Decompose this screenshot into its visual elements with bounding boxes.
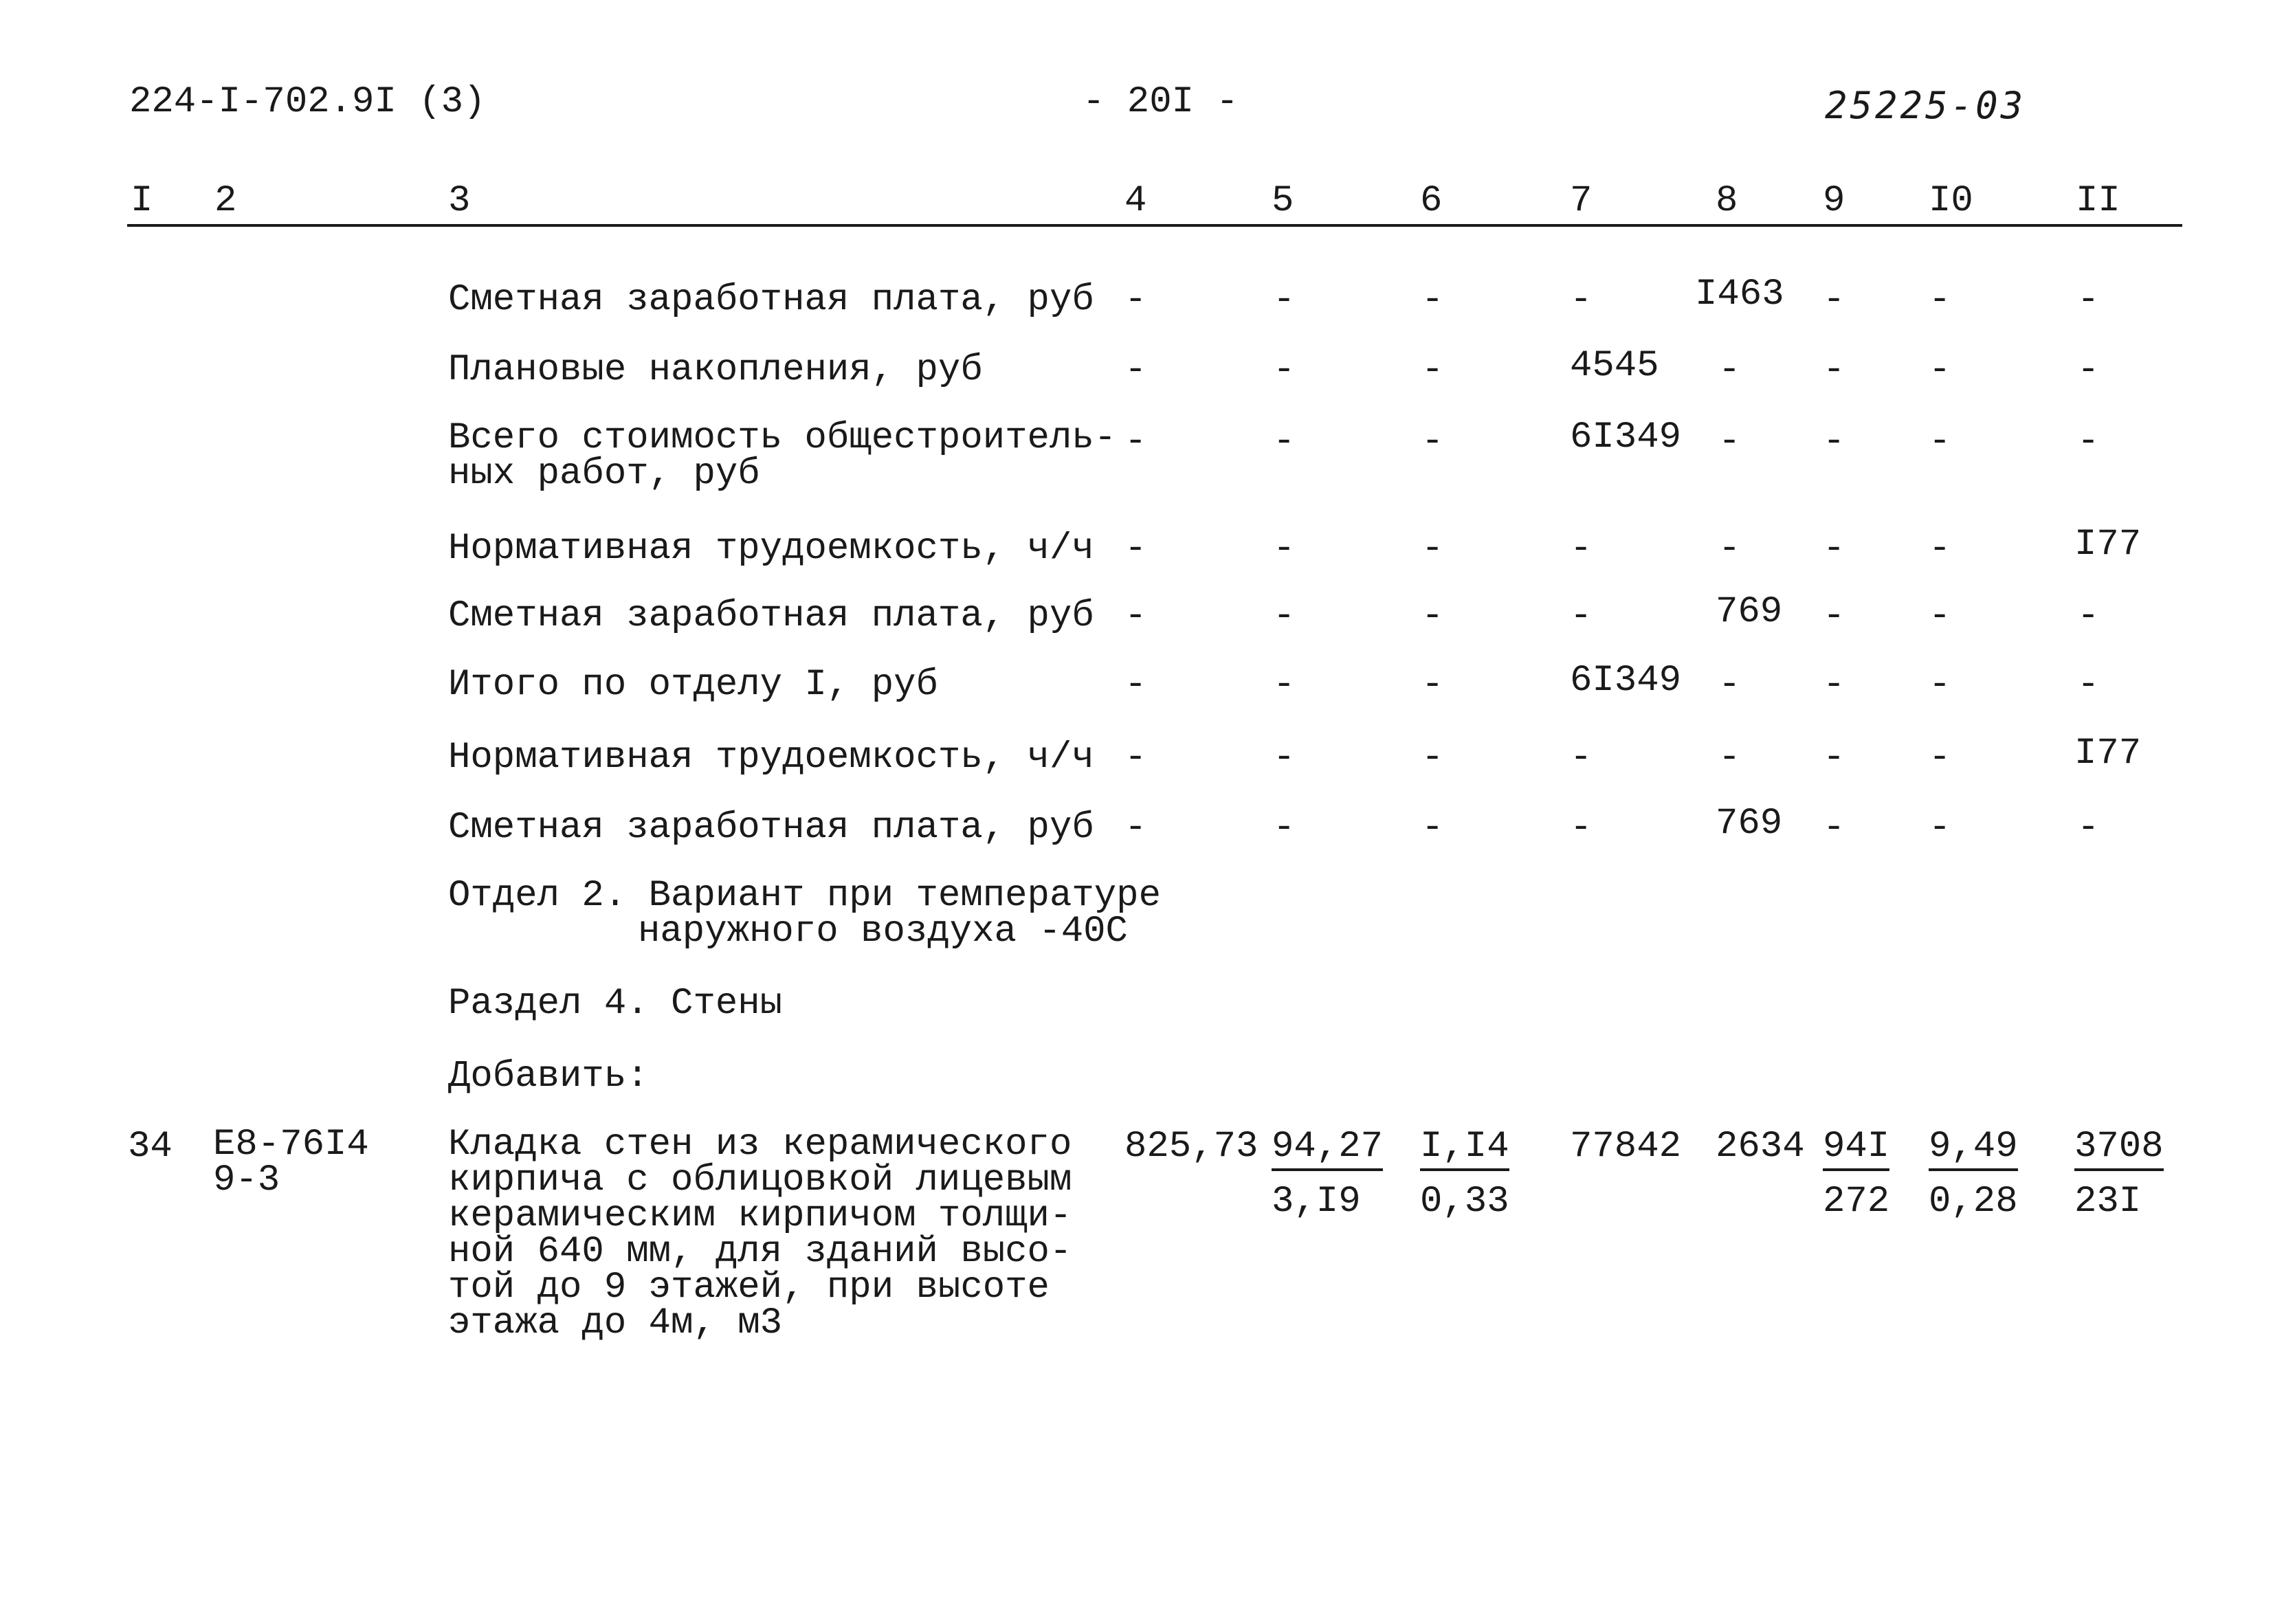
item-col6-bottom: 0,33 bbox=[1420, 1181, 1509, 1223]
row-col5: - bbox=[1273, 737, 1296, 779]
row-col4: - bbox=[1124, 737, 1147, 779]
row-col10: - bbox=[1929, 737, 1951, 779]
header-rule bbox=[127, 224, 2182, 227]
row-col10: - bbox=[1929, 528, 1951, 570]
row-col7: - bbox=[1570, 279, 1593, 321]
row-col6: - bbox=[1421, 528, 1444, 570]
column-number: 8 bbox=[1716, 180, 1738, 222]
item-description bbox=[448, 1124, 1072, 1344]
row-col5: - bbox=[1273, 664, 1296, 706]
row-col9: - bbox=[1823, 807, 1845, 849]
item-col9-top: 94I bbox=[1823, 1128, 1889, 1171]
row-col4: - bbox=[1124, 279, 1147, 321]
row-col11: - bbox=[2077, 349, 2100, 391]
item-number: 34 bbox=[128, 1126, 173, 1168]
row-col8: - bbox=[1718, 349, 1741, 391]
archive-number: 25225-03 bbox=[1825, 84, 2026, 127]
row-col10: - bbox=[1929, 807, 1951, 849]
item-code-line: Е8-76I4 bbox=[213, 1124, 369, 1166]
description-line: этажа до 4м, м3 bbox=[448, 1302, 783, 1344]
row-col11: - bbox=[2077, 279, 2100, 321]
row-col6: - bbox=[1421, 421, 1444, 463]
row-col4: - bbox=[1124, 595, 1147, 637]
row-col4: - bbox=[1124, 349, 1147, 391]
row-description: Итого по отделу I, руб bbox=[448, 664, 938, 706]
row-col9: - bbox=[1823, 349, 1845, 391]
row-col11: - bbox=[2077, 664, 2100, 706]
row-col10: - bbox=[1929, 421, 1951, 463]
item-col7: 77842 bbox=[1570, 1126, 1682, 1168]
row-description bbox=[448, 417, 1117, 495]
description-line: Всего стоимость общестроитель- bbox=[448, 417, 1117, 459]
column-number: 3 bbox=[448, 180, 471, 222]
row-col11: - bbox=[2077, 421, 2100, 463]
row-col6: - bbox=[1421, 664, 1444, 706]
item-col11-bottom: 23I bbox=[2074, 1181, 2142, 1223]
description-line: той до 9 этажей, при высоте bbox=[448, 1267, 1050, 1309]
item-col6-top: I,I4 bbox=[1420, 1128, 1509, 1171]
item-code bbox=[213, 1124, 369, 1201]
row-description: Сметная заработная плата, руб bbox=[448, 595, 1094, 637]
row-col4: - bbox=[1124, 421, 1147, 463]
item-col4: 825,73 bbox=[1124, 1126, 1259, 1168]
row-col7: - bbox=[1570, 737, 1593, 779]
row-col5: - bbox=[1273, 807, 1296, 849]
row-col7: - bbox=[1570, 528, 1593, 570]
item-col8: 2634 bbox=[1716, 1126, 1805, 1168]
item-col9-bottom: 272 bbox=[1823, 1181, 1890, 1223]
row-col9: - bbox=[1823, 737, 1845, 779]
row-col6: - bbox=[1421, 279, 1444, 321]
item-col10-bottom: 0,28 bbox=[1929, 1181, 2018, 1223]
row-col6: - bbox=[1421, 807, 1444, 849]
row-col8: I463 bbox=[1695, 274, 1784, 315]
row-col9: - bbox=[1823, 664, 1845, 706]
item-col11-top: 3708 bbox=[2074, 1128, 2164, 1171]
subsection-heading: Раздел 4. Стены bbox=[448, 983, 783, 1025]
row-description: Сметная заработная плата, руб bbox=[448, 807, 1094, 849]
row-col10: - bbox=[1929, 664, 1951, 706]
row-col6: - bbox=[1421, 595, 1444, 637]
document-code: 224-I-702.9I (3) bbox=[129, 81, 486, 123]
column-number: 5 bbox=[1272, 180, 1294, 222]
section-heading bbox=[448, 875, 1161, 953]
row-col10: - bbox=[1929, 595, 1951, 637]
row-col9: - bbox=[1823, 279, 1845, 321]
item-col5-top: 94,27 bbox=[1272, 1128, 1383, 1171]
row-col10: - bbox=[1929, 279, 1951, 321]
row-col9: - bbox=[1823, 528, 1845, 570]
row-col8: - bbox=[1718, 737, 1741, 779]
item-col5-bottom: 3,I9 bbox=[1272, 1181, 1361, 1223]
row-col7: 6I349 bbox=[1570, 660, 1682, 702]
row-col9: - bbox=[1823, 595, 1845, 637]
row-col6: - bbox=[1421, 349, 1444, 391]
description-line: ной 640 мм, для зданий высо- bbox=[448, 1231, 1072, 1273]
row-col8: - bbox=[1718, 421, 1741, 463]
row-col4: - bbox=[1124, 664, 1147, 706]
item-code-line: 9-3 bbox=[213, 1159, 280, 1201]
page-number: - 20I - bbox=[1083, 81, 1239, 123]
section-heading-line: Отдел 2. Вариант при температуре bbox=[448, 875, 1161, 917]
row-col6: - bbox=[1421, 737, 1444, 779]
item-col10-top: 9,49 bbox=[1929, 1128, 2018, 1171]
row-col7: - bbox=[1570, 807, 1593, 849]
row-col5: - bbox=[1273, 349, 1296, 391]
column-number: II bbox=[2076, 180, 2120, 222]
add-label: Добавить: bbox=[448, 1056, 649, 1098]
section-heading-line: наружного воздуха -40С bbox=[638, 911, 1128, 953]
row-col11: I77 bbox=[2074, 524, 2142, 566]
column-number: I bbox=[131, 180, 153, 222]
row-description: Сметная заработная плата, руб bbox=[448, 279, 1094, 321]
column-number: 4 bbox=[1124, 180, 1147, 222]
description-line: ных работ, руб bbox=[448, 453, 760, 495]
row-description: Нормативная трудоемкость, ч/ч bbox=[448, 528, 1094, 570]
row-col5: - bbox=[1273, 279, 1296, 321]
row-col5: - bbox=[1273, 421, 1296, 463]
row-col5: - bbox=[1273, 528, 1296, 570]
row-col8: - bbox=[1718, 664, 1741, 706]
row-col9: - bbox=[1823, 421, 1845, 463]
row-col7: - bbox=[1570, 595, 1593, 637]
row-col7: 6I349 bbox=[1570, 416, 1682, 458]
row-col11: - bbox=[2077, 595, 2100, 637]
description-line: Кладка стен из керамического bbox=[448, 1124, 1072, 1166]
row-col10: - bbox=[1929, 349, 1951, 391]
row-col4: - bbox=[1124, 807, 1147, 849]
row-col8: 769 bbox=[1716, 591, 1783, 633]
row-col5: - bbox=[1273, 595, 1296, 637]
row-col7: 4545 bbox=[1570, 345, 1659, 387]
row-col8: 769 bbox=[1716, 803, 1783, 845]
column-number: 2 bbox=[214, 180, 237, 222]
description-line: керамическим кирпичом толщи- bbox=[448, 1195, 1072, 1237]
row-col8: - bbox=[1718, 528, 1741, 570]
column-number: I0 bbox=[1929, 180, 1973, 222]
description-line: кирпича с облицовкой лицевым bbox=[448, 1159, 1072, 1201]
row-description: Плановые накопления, руб bbox=[448, 349, 983, 391]
row-col11: I77 bbox=[2074, 733, 2142, 775]
column-number: 9 bbox=[1823, 180, 1845, 222]
row-col11: - bbox=[2077, 807, 2100, 849]
column-number: 7 bbox=[1570, 180, 1593, 222]
column-number: 6 bbox=[1420, 180, 1443, 222]
row-description: Нормативная трудоемкость, ч/ч bbox=[448, 737, 1094, 779]
row-col4: - bbox=[1124, 528, 1147, 570]
